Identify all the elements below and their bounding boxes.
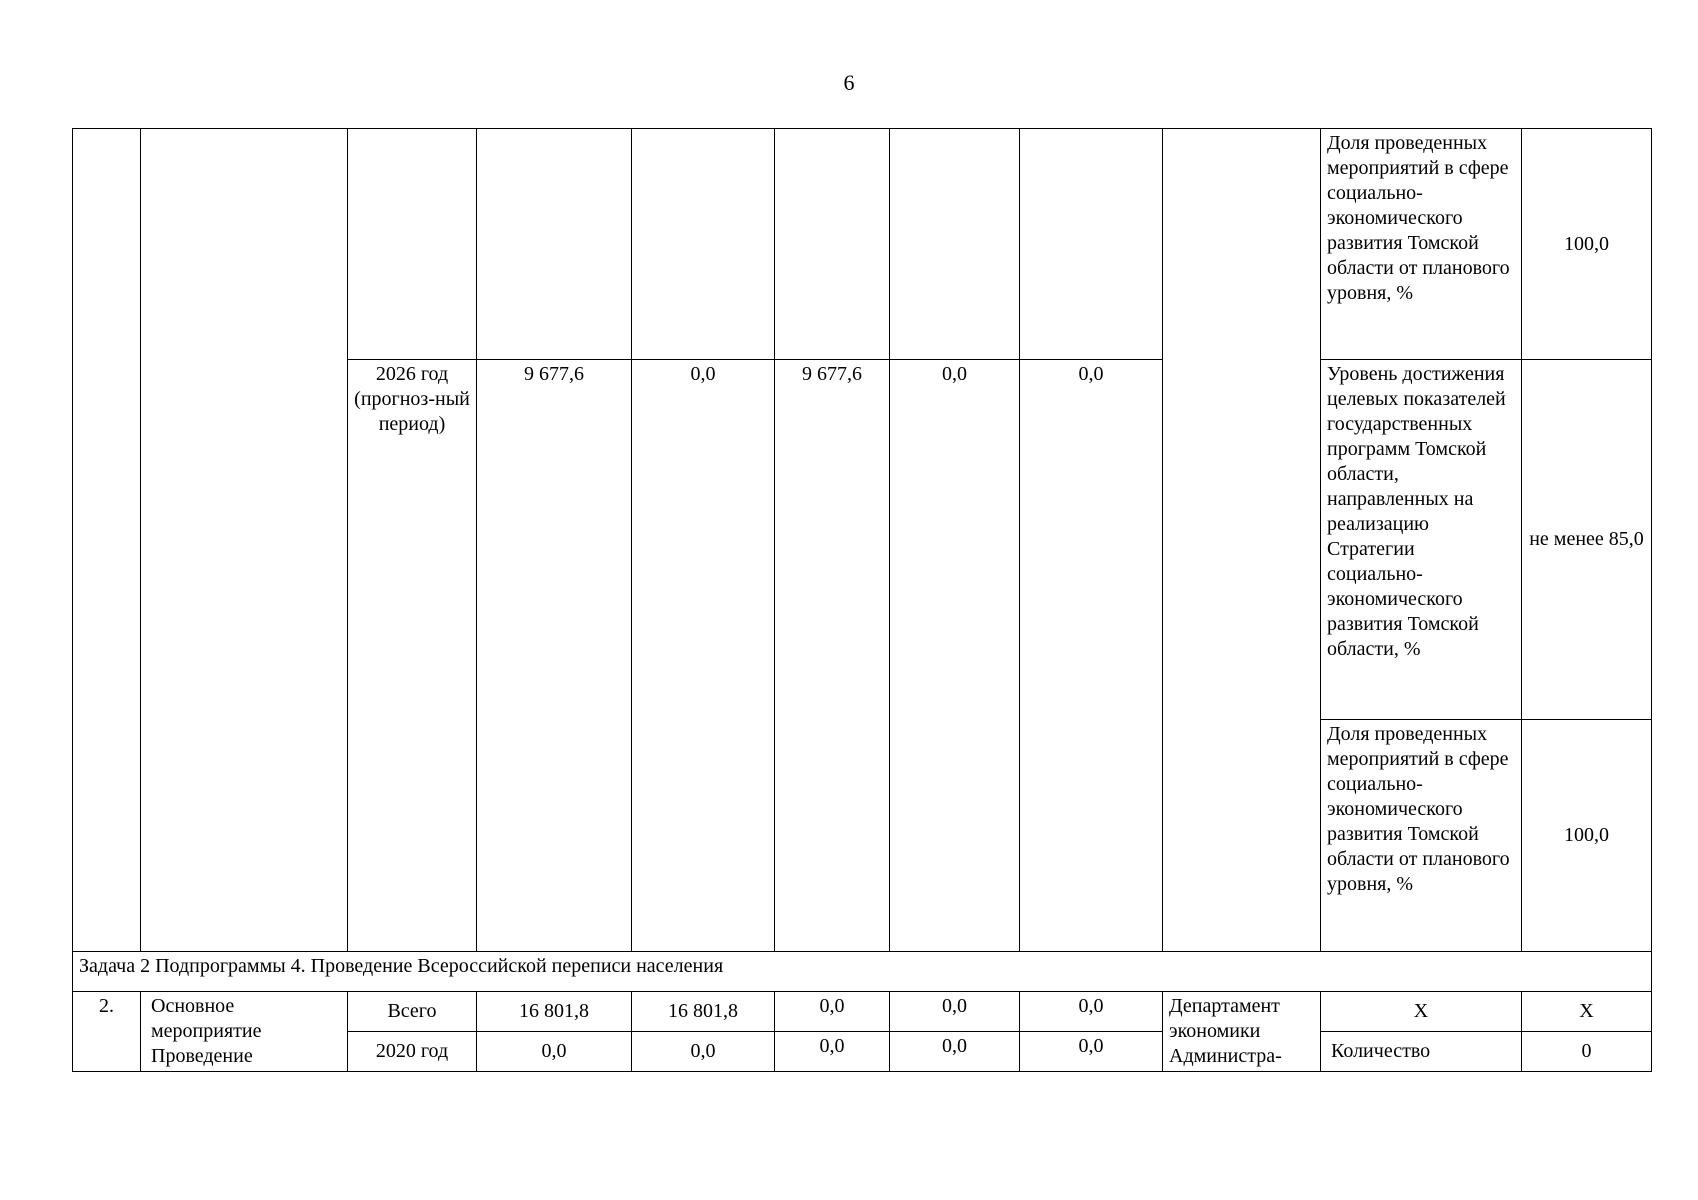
- period-2026: 2026 год (прогноз-ный период): [348, 360, 477, 952]
- federal-2026: 0,0: [632, 360, 775, 952]
- indicator-value: не менее 85,0: [1522, 360, 1652, 720]
- executor-cell: [1163, 129, 1321, 952]
- indicator-value: Х: [1522, 992, 1652, 1032]
- period-cell: 2020 год: [348, 1032, 477, 1072]
- indicator-name: Доля проведенных мероприятий в сфере социально-экономического развития Томской области от планового уровня, %: [1321, 129, 1522, 360]
- other-cell: 0,0: [1020, 1032, 1163, 1072]
- task-header: Задача 2 Подпрограммы 4. Проведение Всероссийской переписи населения: [73, 952, 1652, 992]
- measure-name: Основное мероприятие Проведение: [141, 992, 348, 1072]
- regional-cell: 0,0: [775, 992, 890, 1032]
- indicator-name: Х: [1321, 992, 1522, 1032]
- total-cell: [477, 129, 632, 360]
- local-cell: 0,0: [890, 992, 1020, 1032]
- local-cell: 0,0: [890, 1032, 1020, 1072]
- table-row: [73, 992, 1652, 1032]
- period-cell: Всего: [348, 992, 477, 1032]
- measure-number: 2.: [73, 992, 141, 1072]
- table-row: [73, 952, 1652, 992]
- indicator-value: 100,0: [1522, 129, 1652, 360]
- indicator-name: Доля проведенных мероприятий в сфере социально-экономического развития Томской области от планового уровня, %: [1321, 720, 1522, 952]
- other-cell: 0,0: [1020, 992, 1163, 1032]
- measure-name-cell: [141, 129, 348, 952]
- federal-cell: 16 801,8: [632, 992, 775, 1032]
- indicator-name: Уровень достижения целевых показателей государственных программ Томской области, направленных на реализацию Стратегии социально-экономического развития Томской области, %: [1321, 360, 1522, 720]
- table-row: [73, 129, 1652, 360]
- total-cell: 0,0: [477, 1032, 632, 1072]
- program-table: [72, 128, 1652, 1072]
- period-cell: [348, 129, 477, 360]
- executor-cell: Департамент экономики Администра-: [1163, 992, 1321, 1072]
- page-number: 6: [843, 70, 855, 95]
- local-cell: [890, 129, 1020, 360]
- regional-cell: 0,0: [775, 1032, 890, 1072]
- regional-cell: [775, 129, 890, 360]
- regional-2026: 9 677,6: [775, 360, 890, 952]
- other-2026: 0,0: [1020, 360, 1163, 952]
- number-cell: [73, 129, 141, 952]
- federal-cell: [632, 129, 775, 360]
- total-cell: 16 801,8: [477, 992, 632, 1032]
- indicator-value: 100,0: [1522, 720, 1652, 952]
- federal-cell: 0,0: [632, 1032, 775, 1072]
- indicator-value: 0: [1522, 1032, 1652, 1072]
- total-2026: 9 677,6: [477, 360, 632, 952]
- other-cell: [1020, 129, 1163, 360]
- indicator-name: Количество: [1321, 1032, 1522, 1072]
- local-2026: 0,0: [890, 360, 1020, 952]
